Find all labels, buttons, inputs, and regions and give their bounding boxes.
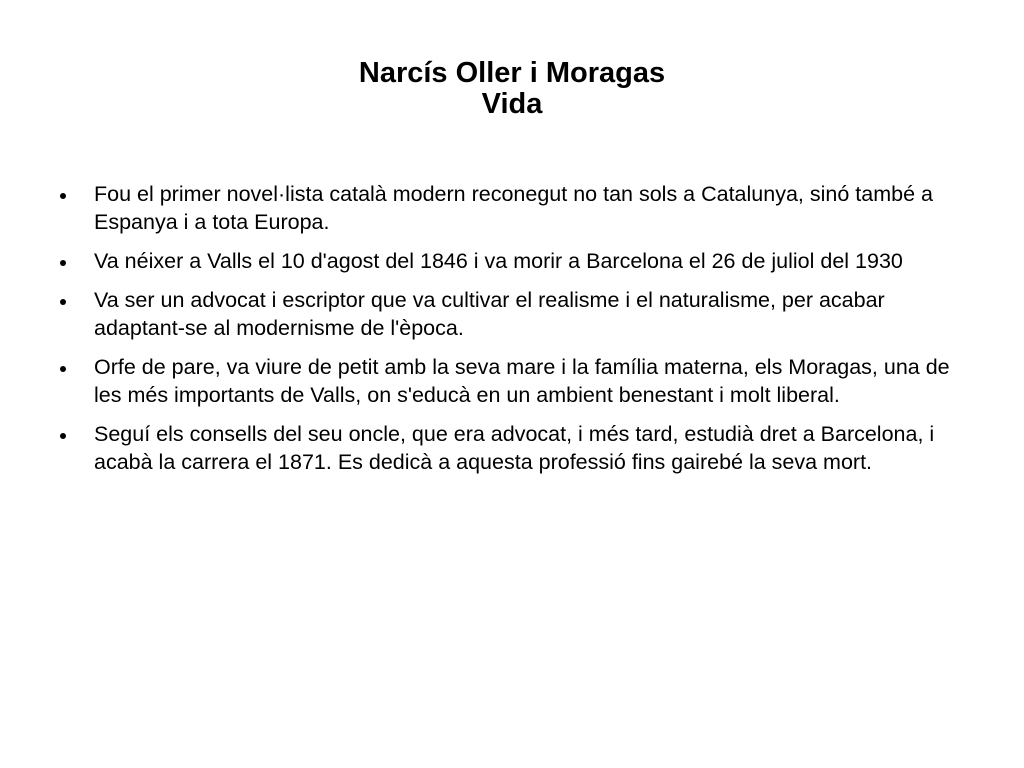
bullet-dot-icon (60, 366, 66, 372)
bullet-item (58, 286, 968, 342)
bullet-text: Va ser un advocat i escriptor que va cultivar el realisme i el naturalisme, per acabar adaptant-se al modernisme de l'època. (94, 288, 885, 340)
bullet-item (58, 420, 968, 476)
bullet-dot-icon (60, 260, 66, 266)
bullet-text: Seguí els consells del seu oncle, que era advocat, i més tard, estudià dret a Barcelona, i acabà la carrera el 1871. Es dedicà a aquesta professió fins gairebé la seva mort. (94, 422, 935, 474)
slide-title (0, 58, 1024, 120)
bullet-dot-icon (60, 299, 66, 305)
bullet-dot-icon (60, 193, 66, 199)
bullet-item (58, 180, 968, 236)
bullet-dot-icon (60, 433, 66, 439)
bullet-item (58, 353, 968, 409)
bullet-list (58, 180, 968, 487)
title-line-name: Narcís Oller i Moragas (358, 57, 666, 89)
bullet-text: Orfe de pare, va viure de petit amb la seva mare i la família materna, els Moragas, una de les més importants de Valls, on s'educà en un ambient benestant i molt liberal. (94, 355, 950, 407)
bullet-text: Fou el primer novel·lista català modern reconegut no tan sols a Catalunya, sinó també a Espanya i a tota Europa. (94, 182, 933, 234)
bullet-item (58, 247, 968, 275)
title-line-subtitle: Vida (481, 88, 543, 120)
bullet-text: Va néixer a Valls el 10 d'agost del 1846 i va morir a Barcelona el 26 de juliol del 1930 (94, 249, 903, 273)
